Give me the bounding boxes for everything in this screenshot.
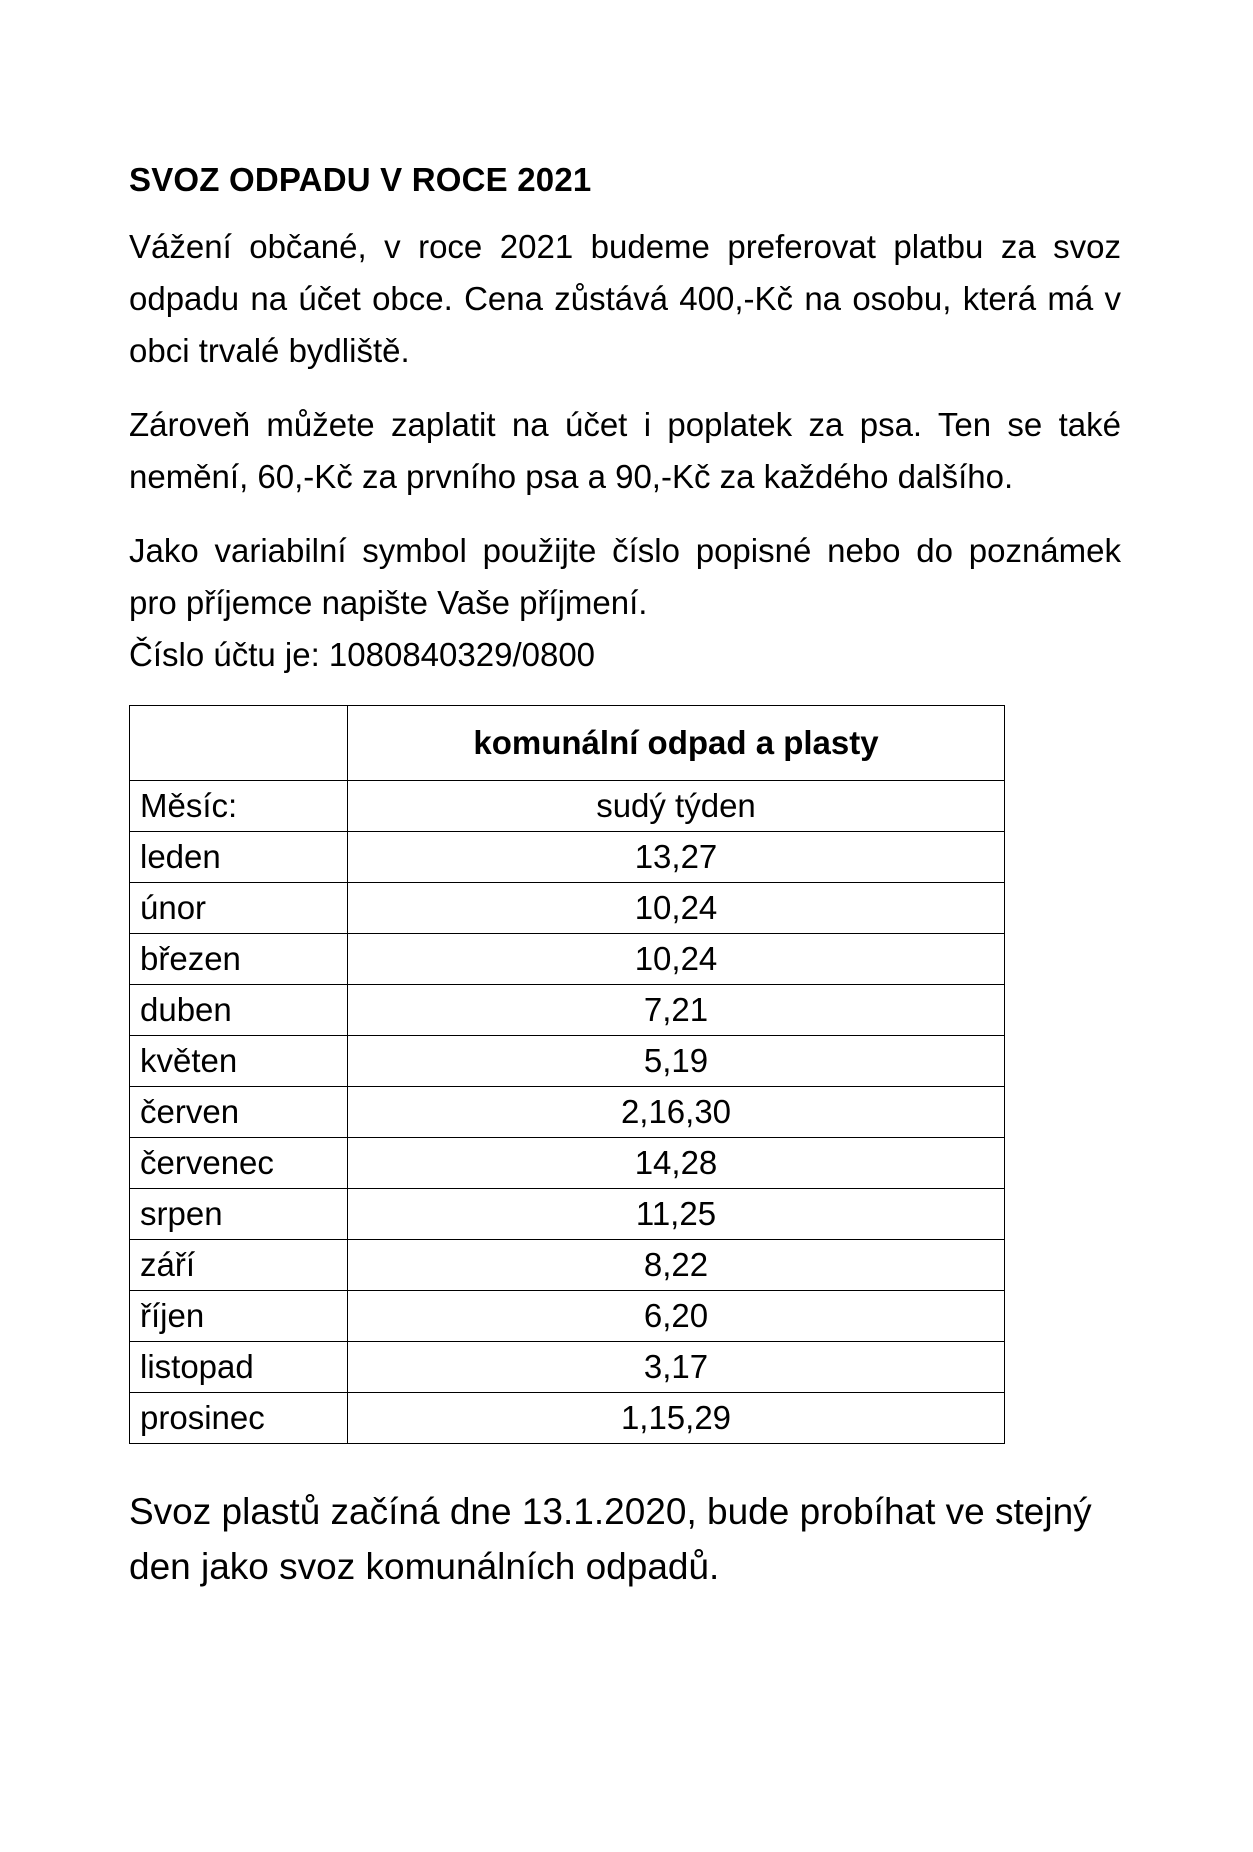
table-row — [130, 985, 1005, 1036]
collection-schedule-table — [129, 705, 1005, 1444]
days-cell: 3,17 — [348, 1342, 1005, 1393]
month-cell: prosinec — [130, 1393, 348, 1444]
footer-note: Svoz plastů začíná dne 13.1.2020, bude probíhat ve stejný den jako svoz komunálních odpadů. — [129, 1491, 1092, 1587]
month-cell: říjen — [130, 1291, 348, 1342]
days-cell: 13,27 — [348, 832, 1005, 883]
days-cell: 10,24 — [348, 883, 1005, 934]
document-page — [129, 160, 1121, 1594]
paragraph-variable-symbol — [129, 525, 1121, 681]
days-cell: 8,22 — [348, 1240, 1005, 1291]
days-cell: 2,16,30 — [348, 1087, 1005, 1138]
month-cell: září — [130, 1240, 348, 1291]
table-row — [130, 1087, 1005, 1138]
days-cell: 11,25 — [348, 1189, 1005, 1240]
month-cell: leden — [130, 832, 348, 883]
month-cell: červen — [130, 1087, 348, 1138]
days-cell: 5,19 — [348, 1036, 1005, 1087]
month-cell: květen — [130, 1036, 348, 1087]
table-row — [130, 1036, 1005, 1087]
table-row — [130, 1240, 1005, 1291]
days-cell: 14,28 — [348, 1138, 1005, 1189]
month-cell: duben — [130, 985, 348, 1036]
table-row — [130, 832, 1005, 883]
paragraph-dog-fee: Zároveň můžete zaplatit na účet i poplatek za psa. Ten se také nemění, 60,-Kč za prvního psa a 90,-Kč za každého dalšího. — [129, 406, 1121, 495]
table-row — [130, 1291, 1005, 1342]
table-row — [130, 1393, 1005, 1444]
days-cell: 10,24 — [348, 934, 1005, 985]
document-title: SVOZ ODPADU V ROCE 2021 — [129, 161, 592, 198]
table-row — [130, 1342, 1005, 1393]
table-header-row — [130, 706, 1005, 781]
table-row — [130, 1138, 1005, 1189]
header-title-cell: komunální odpad a plasty — [348, 706, 1005, 781]
month-cell: červenec — [130, 1138, 348, 1189]
header-blank-cell — [130, 706, 348, 781]
table-row — [130, 934, 1005, 985]
account-number-text: Číslo účtu je: 1080840329/0800 — [129, 636, 596, 673]
table-row — [130, 1189, 1005, 1240]
month-cell: únor — [130, 883, 348, 934]
variable-symbol-text: Jako variabilní symbol použijte číslo popisné nebo do poznámek pro příjemce napište Vaše příjmení. — [129, 532, 1121, 621]
subheader-month-cell: Měsíc: — [130, 781, 348, 832]
days-cell: 6,20 — [348, 1291, 1005, 1342]
paragraph-payment: Vážení občané, v roce 2021 budeme preferovat platbu za svoz odpadu na účet obce. Cena zůstává 400,-Kč na osobu, která má v obci trvalé bydliště. — [129, 228, 1121, 369]
month-cell: březen — [130, 934, 348, 985]
table-subheader-row — [130, 781, 1005, 832]
days-cell: 1,15,29 — [348, 1393, 1005, 1444]
table-row — [130, 883, 1005, 934]
month-cell: listopad — [130, 1342, 348, 1393]
subheader-week-cell: sudý týden — [348, 781, 1005, 832]
days-cell: 7,21 — [348, 985, 1005, 1036]
month-cell: srpen — [130, 1189, 348, 1240]
